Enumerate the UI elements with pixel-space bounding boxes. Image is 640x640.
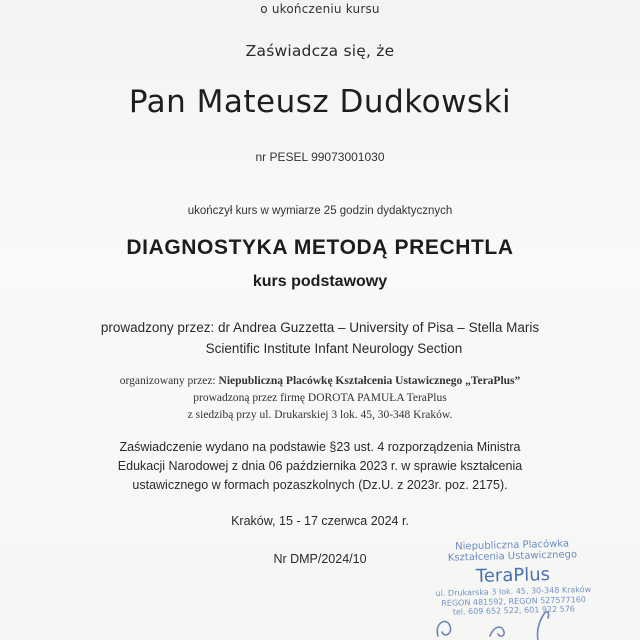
stamp-brand: TeraPlus — [475, 564, 551, 587]
organized-prefix: organizowany przez: — [119, 375, 219, 387]
organized-by-line-2: prowadzoną przez firmę DOROTA PAMUŁA TeraPlus — [193, 392, 447, 404]
stamp-line-1: Niepubliczna Placówka — [455, 538, 570, 553]
organizing-institution: Niepubliczną Placówkę Kształcenia Ustawicznego „TeraPlus” — [218, 375, 521, 387]
completion-statement: ukończył kurs w wymiarze 25 godzin dydaktycznych — [187, 205, 453, 217]
stamp-line-2: Kształcenia Ustawicznego — [447, 549, 578, 564]
organized-by-line-1 — [0, 375, 640, 387]
handwritten-signature — [420, 596, 580, 640]
certificate-top-line: o ukończeniu kursu — [260, 2, 380, 16]
certificate-number: Nr DMP/2024/10 — [273, 552, 367, 566]
recipient-name: Pan Mateusz Dudkowski — [128, 84, 512, 120]
stamp-phone: tel. 609 652 522, 601 922 576 — [452, 604, 576, 617]
course-subtitle: kurs podstawowy — [252, 273, 388, 290]
legal-basis-line-3: ustawicznego w formach pozaszkolnych (Dz.U. z 2023r. poz. 2175). — [132, 478, 508, 492]
stamp-address: ul. Drukarska 3 lok. 45, 30-348 Kraków — [435, 584, 592, 599]
certifies-heading: Zaświadcza się, że — [245, 42, 395, 60]
legal-basis-line-2: Edukacji Narodowej z dnia 06 października 2023 r. w sprawie kształcenia — [117, 459, 523, 473]
organized-by-line-3: z siedzibą przy ul. Drukarskiej 3 lok. 45, 30-348 Kraków. — [187, 409, 453, 421]
pesel-number: nr PESEL 99073001030 — [255, 150, 385, 164]
course-title: DIAGNOSTYKA METODĄ PRECHTLA — [126, 236, 514, 259]
stamp-ids: REGON 481592, REGON 527577160 — [441, 594, 587, 608]
legal-basis-line-1: Zaświadczenie wydano na podstawie §23 ust. 4 rozporządzenia Ministra — [119, 440, 521, 454]
place-and-date: Kraków, 15 - 17 czerwca 2024 r. — [231, 514, 409, 528]
led-by-line-2: Scientific Institute Infant Neurology Section — [205, 341, 463, 356]
led-by-line-1: prowadzony przez: dr Andrea Guzzetta – University of Pisa – Stella Maris — [100, 320, 540, 335]
